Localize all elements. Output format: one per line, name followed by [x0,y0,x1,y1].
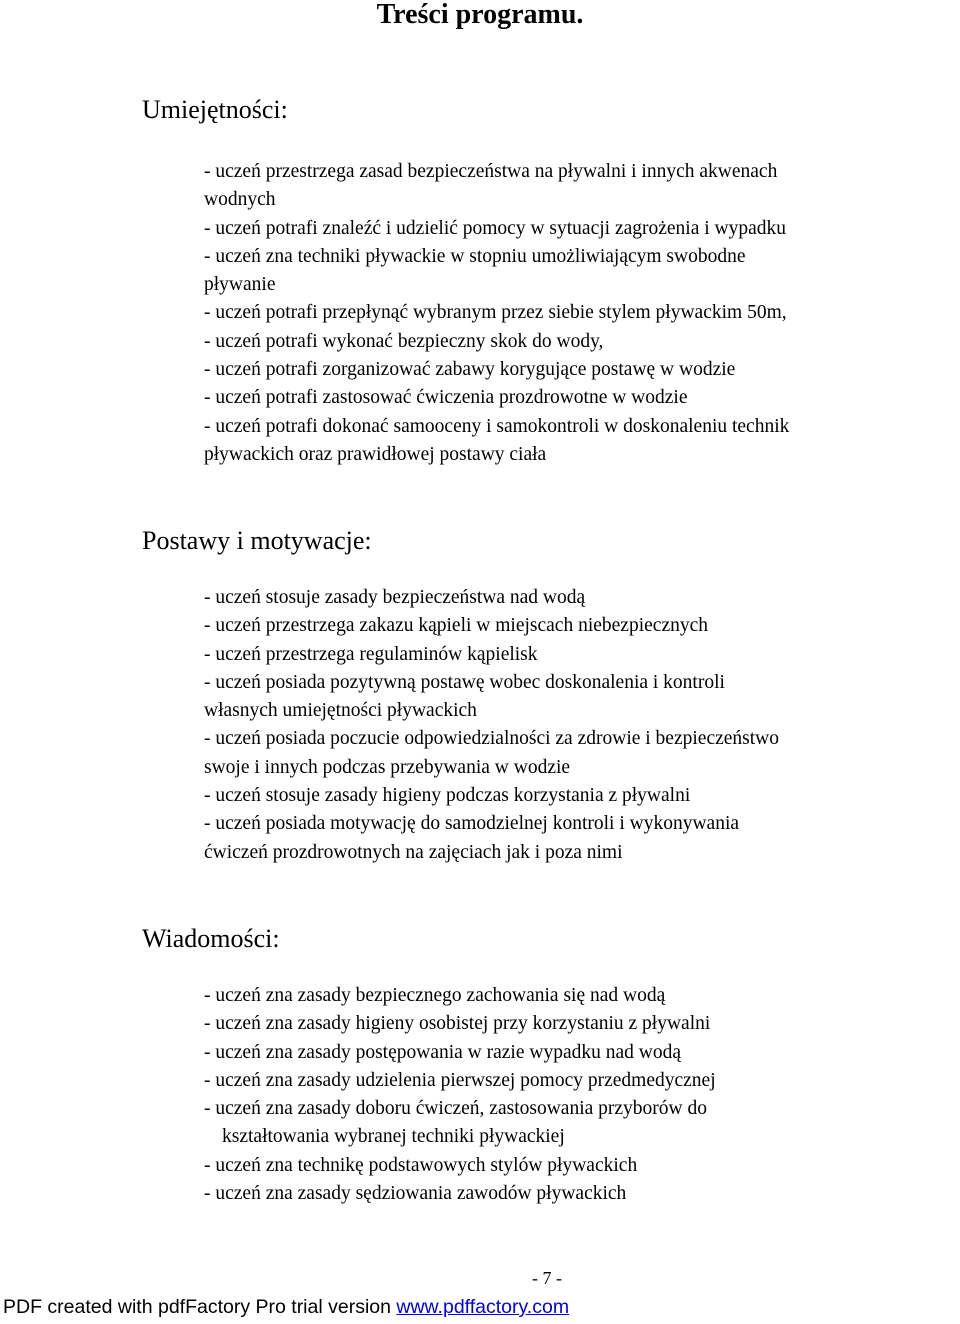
list-item: - uczeń zna zasady udzielenia pierwszej pomocy przedmedycznej [204,1069,716,1091]
list-item: - uczeń potrafi przepłynąć wybranym przez siebie stylem pływackim 50m, [204,302,787,324]
list-item: - uczeń przestrzega zasad bezpieczeństwa na pływalni i innych akwenach [204,161,778,182]
list-item: - uczeń posiada poczucie odpowiedzialności za zdrowie i bezpieczeństwo [204,728,779,750]
list-item: - uczeń potrafi zorganizować zabawy korygujące postawę w wodzie [204,359,736,381]
section-heading-skills: Umiejętności: [142,95,288,124]
list-item: kształtowania wybranej techniki pływackiej [222,1126,565,1148]
list-item: - uczeń zna zasady higieny osobistej przy korzystaniu z pływalni [204,1013,711,1035]
list-item: - uczeń zna zasady postępowania w razie wypadku nad wodą [204,1041,682,1063]
list-item: - uczeń posiada motywację do samodzielnej kontroli i wykonywania [204,813,740,835]
list-item: - uczeń przestrzega zakazu kąpieli w miejscach niebezpiecznych [204,615,709,637]
page-title: Treści programu. [376,0,584,30]
footer-link[interactable]: www.pdffactory.com [396,1296,570,1318]
list-item: pływanie [204,274,276,296]
page-number: - 7 - [532,1268,562,1288]
skills-list [204,158,960,469]
section-heading-attitudes: Postawy i motywacje: [142,526,372,555]
pdf-footer [3,1296,569,1319]
list-item: ćwiczeń prozdrowotnych na zajęciach jak i poza nimi [204,841,623,863]
list-item: - uczeń stosuje zasady bezpieczeństwa nad wodą [204,587,586,608]
list-item: - uczeń zna zasady doboru ćwiczeń, zastosowania przyborów do [204,1098,708,1120]
list-item: - uczeń posiada pozytywną postawę wobec doskonalenia i kontroli [204,671,725,693]
list-item: - uczeń zna zasady bezpiecznego zachowania się nad wodą [204,985,666,1006]
knowledge-list [204,982,960,1208]
list-item: - uczeń stosuje zasady higieny podczas korzystania z pływalni [204,785,691,807]
list-item: własnych umiejętności pływackich [204,700,477,722]
list-item: - uczeń zna techniki pływackie w stopniu umożliwiającym swobodne [204,245,746,267]
section-heading-knowledge: Wiadomości: [142,924,280,953]
footer-text: PDF created with pdfFactory Pro trial version [3,1296,397,1318]
attitudes-list [204,584,960,867]
list-item: - uczeń zna zasady sędziowania zawodów pływackich [204,1183,627,1205]
list-item: - uczeń potrafi znaleźć i udzielić pomocy w sytuacji zagrożenia i wypadku [204,217,787,239]
list-item: - uczeń potrafi dokonać samooceny i samokontroli w doskonaleniu technik [204,415,790,437]
list-item: - uczeń przestrzega regulaminów kąpielisk [204,643,538,665]
list-item: - uczeń potrafi wykonać bezpieczny skok do wody, [204,330,604,352]
list-item: wodnych [204,189,276,211]
list-item: - uczeń zna technikę podstawowych stylów pływackich [204,1154,638,1176]
list-item: pływackich oraz prawidłowej postawy ciała [204,443,547,465]
list-item: - uczeń potrafi zastosować ćwiczenia prozdrowotne w wodzie [204,387,688,409]
list-item: swoje i innych podczas przebywania w wodzie [204,756,571,778]
